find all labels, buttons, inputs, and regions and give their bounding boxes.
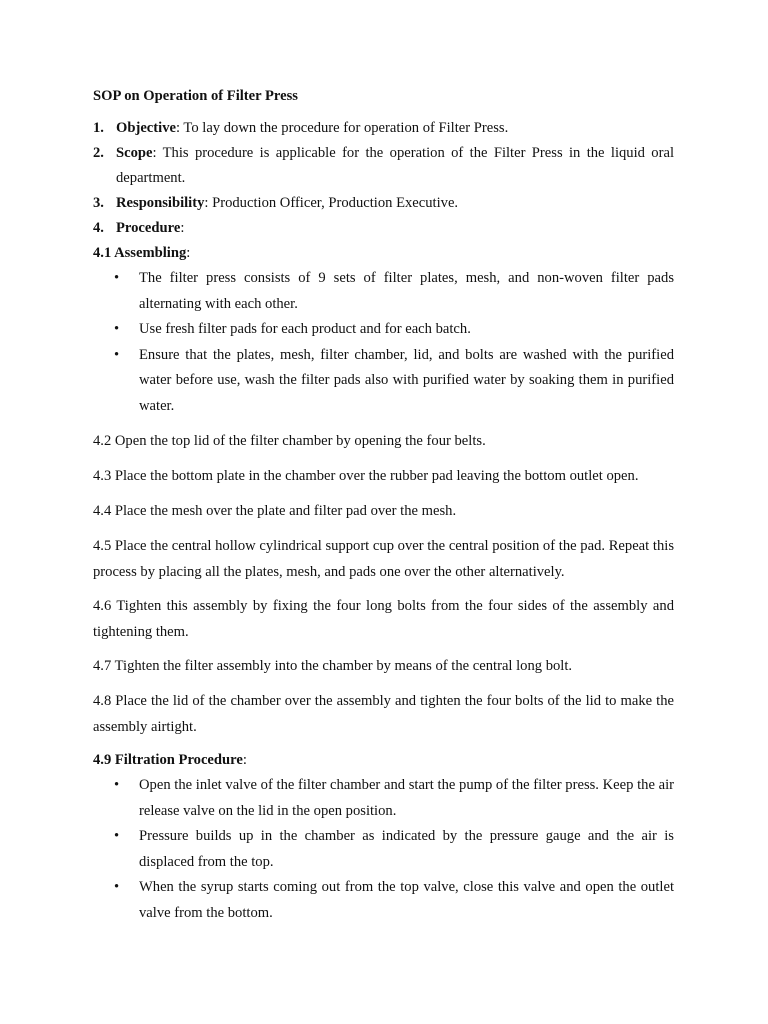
section-number: 1.: [93, 120, 104, 136]
step-paragraph: 4.4 Place the mesh over the plate and filter pad over the mesh.: [93, 503, 457, 519]
bullet-icon: •: [114, 321, 120, 337]
assembling-heading: [93, 241, 674, 266]
subsection-colon: :: [242, 752, 247, 768]
list-item-text: Use fresh filter pads for each product and for each batch.: [139, 321, 471, 337]
list-item: [93, 266, 674, 317]
bullet-icon: •: [114, 777, 120, 793]
subsection-colon: :: [186, 245, 191, 261]
list-item: [93, 317, 674, 343]
document-title: SOP on Operation of Filter Press: [93, 88, 298, 104]
bullet-icon: •: [114, 270, 120, 286]
section-label: Procedure: [116, 220, 181, 236]
section-number: 2.: [93, 145, 104, 161]
list-item-text: Open the inlet valve of the filter chamber and start the pump of the filter press. Keep the air release valve on the lid in the open position.: [139, 777, 674, 819]
section-scope: [93, 141, 674, 191]
list-item-text: Ensure that the plates, mesh, filter chamber, lid, and bolts are washed with the purified water before use, wash the filter pads also with purified water by soaking them in purified water.: [139, 346, 674, 414]
step-paragraph: 4.3 Place the bottom plate in the chamber over the rubber pad leaving the bottom outlet open.: [93, 468, 639, 484]
list-item-text: When the syrup starts coming out from the top valve, close this valve and open the outlet valve from the bottom.: [139, 879, 674, 921]
bullet-icon: •: [114, 879, 120, 895]
step-paragraph: 4.6 Tighten this assembly by fixing the four long bolts from the four sides of the assembly and tightening them.: [93, 598, 674, 640]
subsection-title: 4.1 Assembling: [93, 245, 187, 261]
list-item: [93, 875, 674, 926]
step-list: [93, 428, 674, 740]
filtration-heading: [93, 748, 674, 773]
section-label: Responsibility: [116, 195, 205, 211]
step-paragraph: 4.7 Tighten the filter assembly into the chamber by means of the central long bolt.: [93, 658, 573, 674]
bullet-icon: •: [114, 828, 120, 844]
section-label: Objective: [116, 120, 176, 136]
section-procedure: [93, 216, 674, 241]
list-item-text: The filter press consists of 9 sets of filter plates, mesh, and non-woven filter pads alternating with each other.: [139, 270, 674, 312]
list-item: [93, 824, 674, 875]
filtration-bullet-list: [93, 773, 674, 926]
section-list: [93, 116, 674, 241]
section-text: :: [180, 220, 185, 236]
step-paragraph: 4.2 Open the top lid of the filter chamber by opening the four belts.: [93, 433, 486, 449]
section-text: : To lay down the procedure for operation of Filter Press.: [175, 120, 509, 136]
section-text: : This procedure is applicable for the operation of the Filter Press in the liquid oral department.: [116, 145, 674, 186]
assembling-bullet-list: [93, 266, 674, 419]
list-item-text: Pressure builds up in the chamber as indicated by the pressure gauge and the air is displaced from the top.: [139, 828, 674, 870]
list-item: [93, 773, 674, 824]
section-responsibility: [93, 191, 674, 216]
section-label: Scope: [116, 145, 153, 161]
section-text: : Production Officer, Production Executive.: [204, 195, 459, 211]
subsection-title: 4.9 Filtration Procedure: [93, 752, 243, 768]
bullet-icon: •: [114, 346, 120, 363]
section-number: 4.: [93, 220, 104, 236]
section-objective: [93, 116, 674, 141]
document-page: [93, 86, 674, 926]
section-number: 3.: [93, 195, 104, 211]
step-paragraph: 4.8 Place the lid of the chamber over the assembly and tighten the four bolts of the lid to make the assembly airtight.: [93, 693, 674, 735]
step-paragraph: 4.5 Place the central hollow cylindrical support cup over the central position of the pad. Repeat this process by placing all the plates, mesh, and pads one over the other alternatively.: [93, 538, 674, 580]
list-item: [93, 343, 674, 420]
